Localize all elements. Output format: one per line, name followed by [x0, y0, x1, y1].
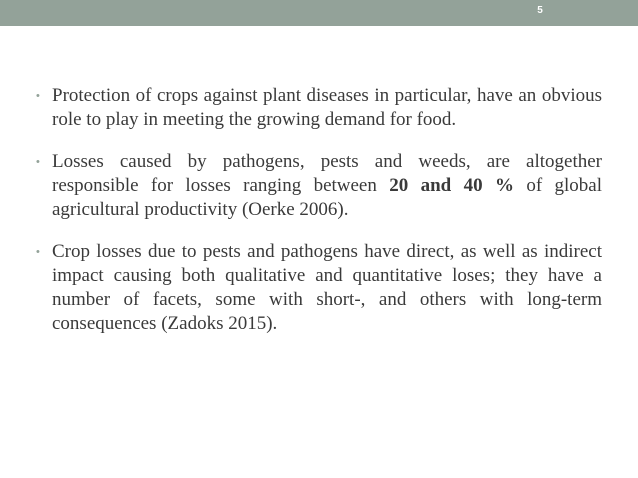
- bullet-dot-icon: •: [36, 246, 40, 258]
- bullet-text: Crop losses due to pests and pathogens have direct, as well as indirect impact causing both qualitative and quantitative loses; they have a number of facets, some with short-, and others with long-term consequences (Zadoks 2015).: [52, 241, 602, 334]
- bullet-dot-icon: •: [36, 156, 40, 168]
- bullet-item: [36, 240, 602, 336]
- bullet-dot-icon: •: [36, 90, 40, 102]
- slide-number: 5: [537, 5, 543, 16]
- bullet-list: [36, 84, 602, 354]
- bullet-item: [36, 150, 602, 222]
- bullet-text-bold: 20 and 40 %: [389, 175, 514, 196]
- bullet-item: [36, 84, 602, 132]
- bullet-text: Protection of crops against plant diseases in particular, have an obvious role to play in meeting the growing demand for food.: [52, 85, 602, 130]
- top-bar: [0, 0, 638, 26]
- bullet-text-before: Losses caused by pathogens, pests and weeds, are altogether responsible for losses ranging between: [52, 151, 602, 196]
- bullet-text-after: of global agricultural productivity (Oerke 2006).: [52, 175, 602, 220]
